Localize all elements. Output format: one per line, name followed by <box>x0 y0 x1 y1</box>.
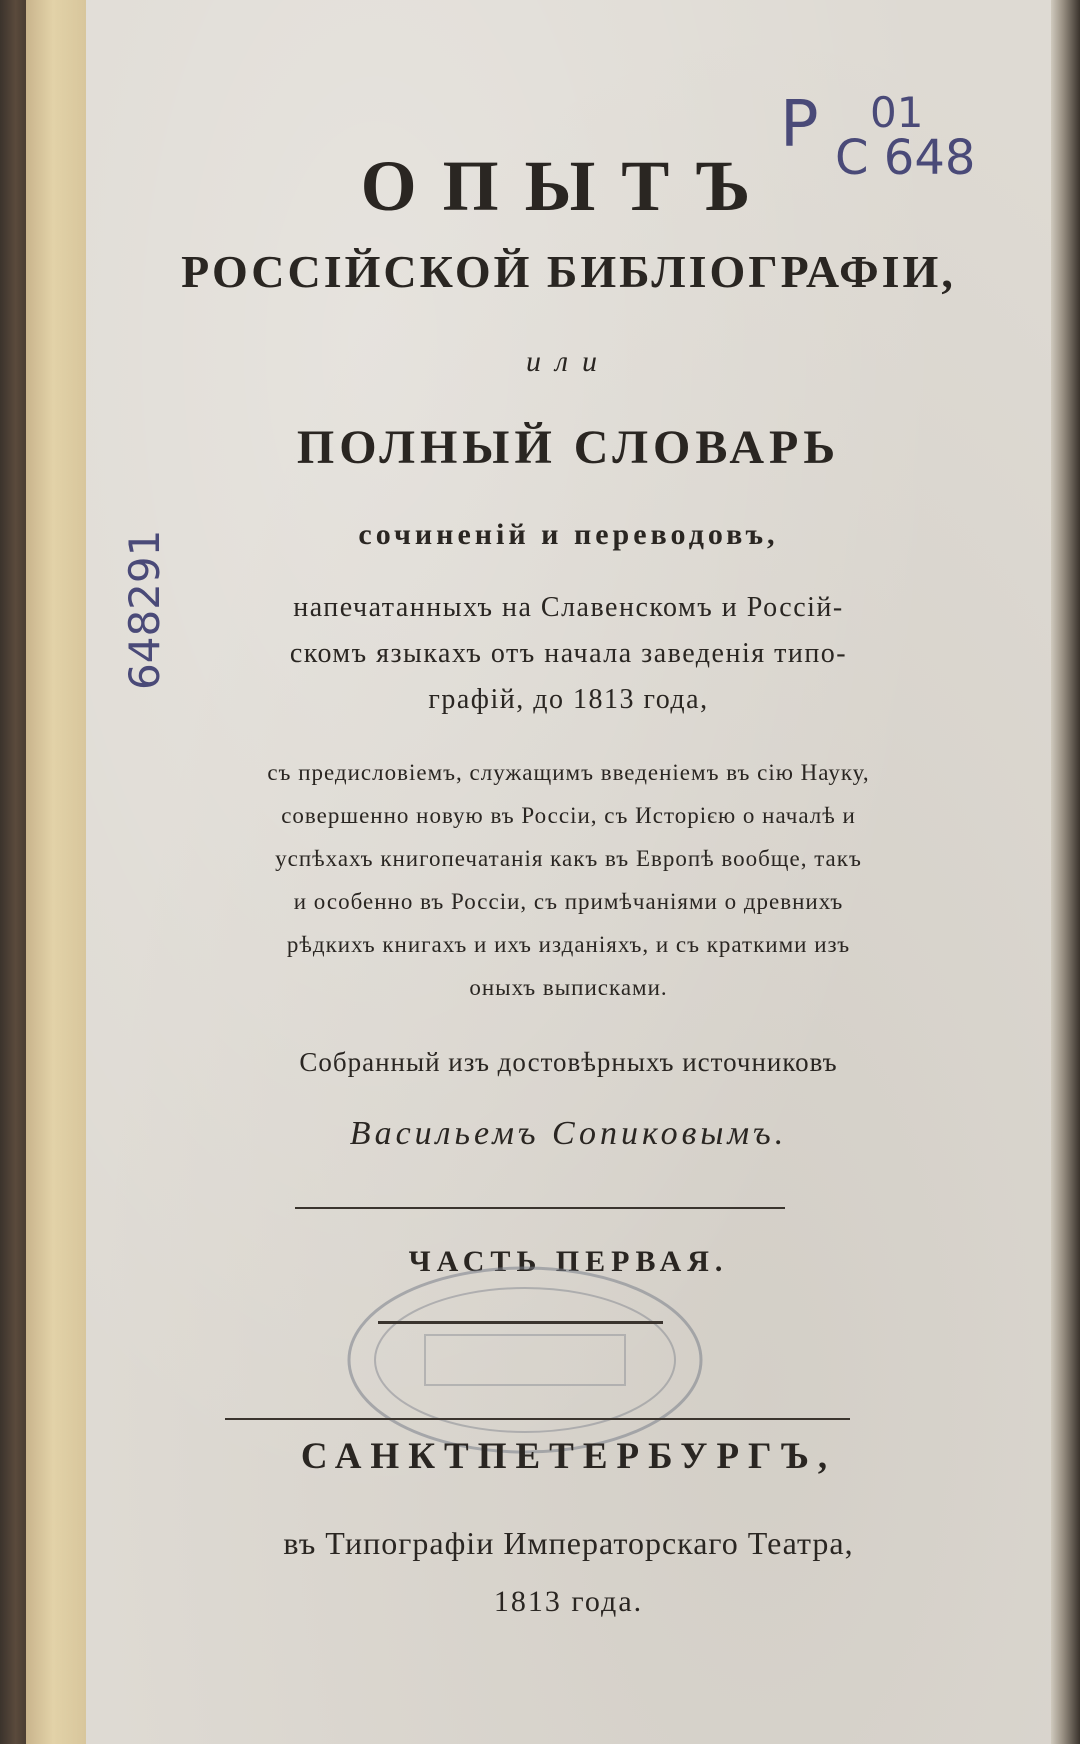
library-stamp <box>340 1260 710 1460</box>
book-title-line-2: РОССІЙСКОЙ БИБЛІОГРАФІИ, <box>181 246 956 297</box>
divider-rule <box>295 1207 785 1209</box>
preface-line: рѣдкихъ книгахъ и ихъ изданіяхъ, и съ краткими изъ <box>286 932 851 957</box>
volume-part: ЧАСТЬ ПЕРВАЯ. <box>408 1245 729 1278</box>
scope-line: скомъ языкахъ отъ начала заведенія типо- <box>289 638 848 669</box>
author-name: Васильемъ Сопиковымъ. <box>349 1115 788 1152</box>
publication-year: 1813 года. <box>493 1585 644 1618</box>
subtitle: сочиненій и переводовъ, <box>358 518 779 551</box>
page-gutter <box>26 0 86 1744</box>
long-divider-rule <box>225 1418 850 1420</box>
handwritten-shelfmark-letter: Р <box>780 88 819 162</box>
handwritten-shelfmark-number: 01 <box>870 88 924 137</box>
handwritten-margin-note: 648291 <box>120 529 169 690</box>
preface-line: совершенно новую въ Россіи, съ Исторією о началѣ и <box>281 803 856 828</box>
compiled-note: Собранный изъ достовѣрныхъ источниковъ <box>299 1047 838 1077</box>
scope-line: графій, до 1813 года, <box>428 684 709 715</box>
handwritten-shelfmark-code: С 648 <box>835 130 976 186</box>
title-conjunction: или <box>525 345 612 378</box>
scope-line: напечатанныхъ на Славенскомъ и Россій- <box>293 592 844 623</box>
preface-line: оныхъ выписками. <box>469 975 668 1000</box>
alternate-title: ПОЛНЫЙ СЛОВАРЬ <box>296 421 841 474</box>
short-divider-rule <box>378 1321 663 1324</box>
publication-city: САНКТПЕТЕРБУРГЪ, <box>300 1436 837 1477</box>
book-spine <box>0 0 26 1744</box>
page-edge-shadow <box>1051 0 1080 1744</box>
book-title: ОПЫТЪ <box>360 146 777 226</box>
preface-line: съ предисловіемъ, служащимъ введеніемъ въ сію Науку, <box>267 760 870 785</box>
preface-line: и особенно въ Россіи, съ примѣчаніями о древнихъ <box>293 889 844 914</box>
preface-line: успѣхахъ книгопечатанія какъ въ Европѣ вообще, такъ <box>275 846 862 871</box>
printer-line: въ Типографіи Императорскаго Театра, <box>283 1525 854 1561</box>
